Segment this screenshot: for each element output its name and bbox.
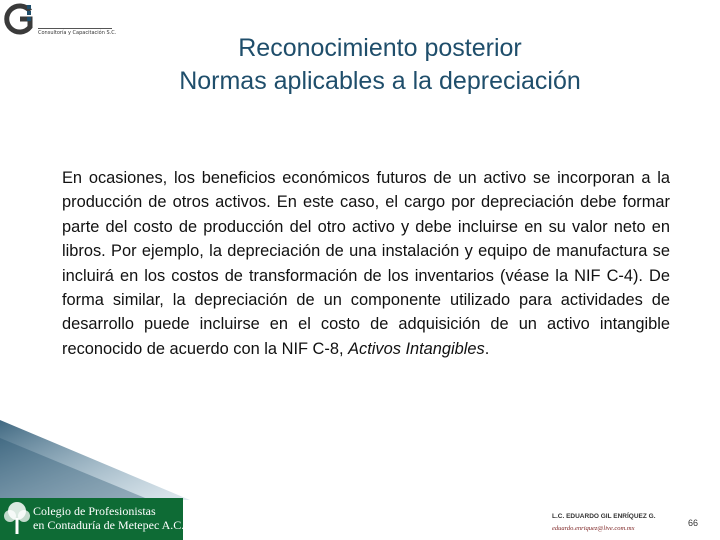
page-number: 66 xyxy=(688,518,699,528)
body-text-main: En ocasiones, los beneficios económicos futuros de un activo se incorporan a la producción de otros activos. En este caso, el cargo por depreciación debe formar parte del costo de producción del otro activo y debe incluirse en su valor neto en libros. Por ejemplo, la depreciación de una instalación y equipo de manufactura se incluirá en los costos de transformación de los inventarios (véase la NIF C-4). De forma similar, la depreciación de un componente utilizado para actividades de desarrollo puede incluirse en el costo de adquisición de un activo intangible reconocido de acuerdo con la NIF C-8, xyxy=(62,169,670,358)
slide-title xyxy=(80,32,680,98)
body-text-italic: Activos Intangibles xyxy=(348,339,485,358)
logo-tagline: Consultoría y Capacitación S.C. xyxy=(38,30,117,36)
college-name-line-1: Colegio de Profesionistas xyxy=(33,504,156,518)
tree-icon xyxy=(2,500,32,538)
body-text-end: . xyxy=(484,339,490,358)
logo-g-icon xyxy=(2,2,36,36)
body-paragraph xyxy=(62,166,670,361)
college-banner xyxy=(0,498,183,540)
corner-decoration xyxy=(0,420,200,500)
author-email: eduardo.enriquez@live.com.mx xyxy=(552,525,635,532)
author-name: L.C. EDUARDO GIL ENRÍQUEZ G. xyxy=(552,513,656,520)
title-line-1: Reconocimiento posterior xyxy=(238,34,522,62)
college-name-line-2: en Contaduría de Metepec A.C. xyxy=(33,518,185,532)
logo-divider xyxy=(38,28,112,29)
title-line-2: Normas aplicables a la depreciación xyxy=(179,67,581,95)
